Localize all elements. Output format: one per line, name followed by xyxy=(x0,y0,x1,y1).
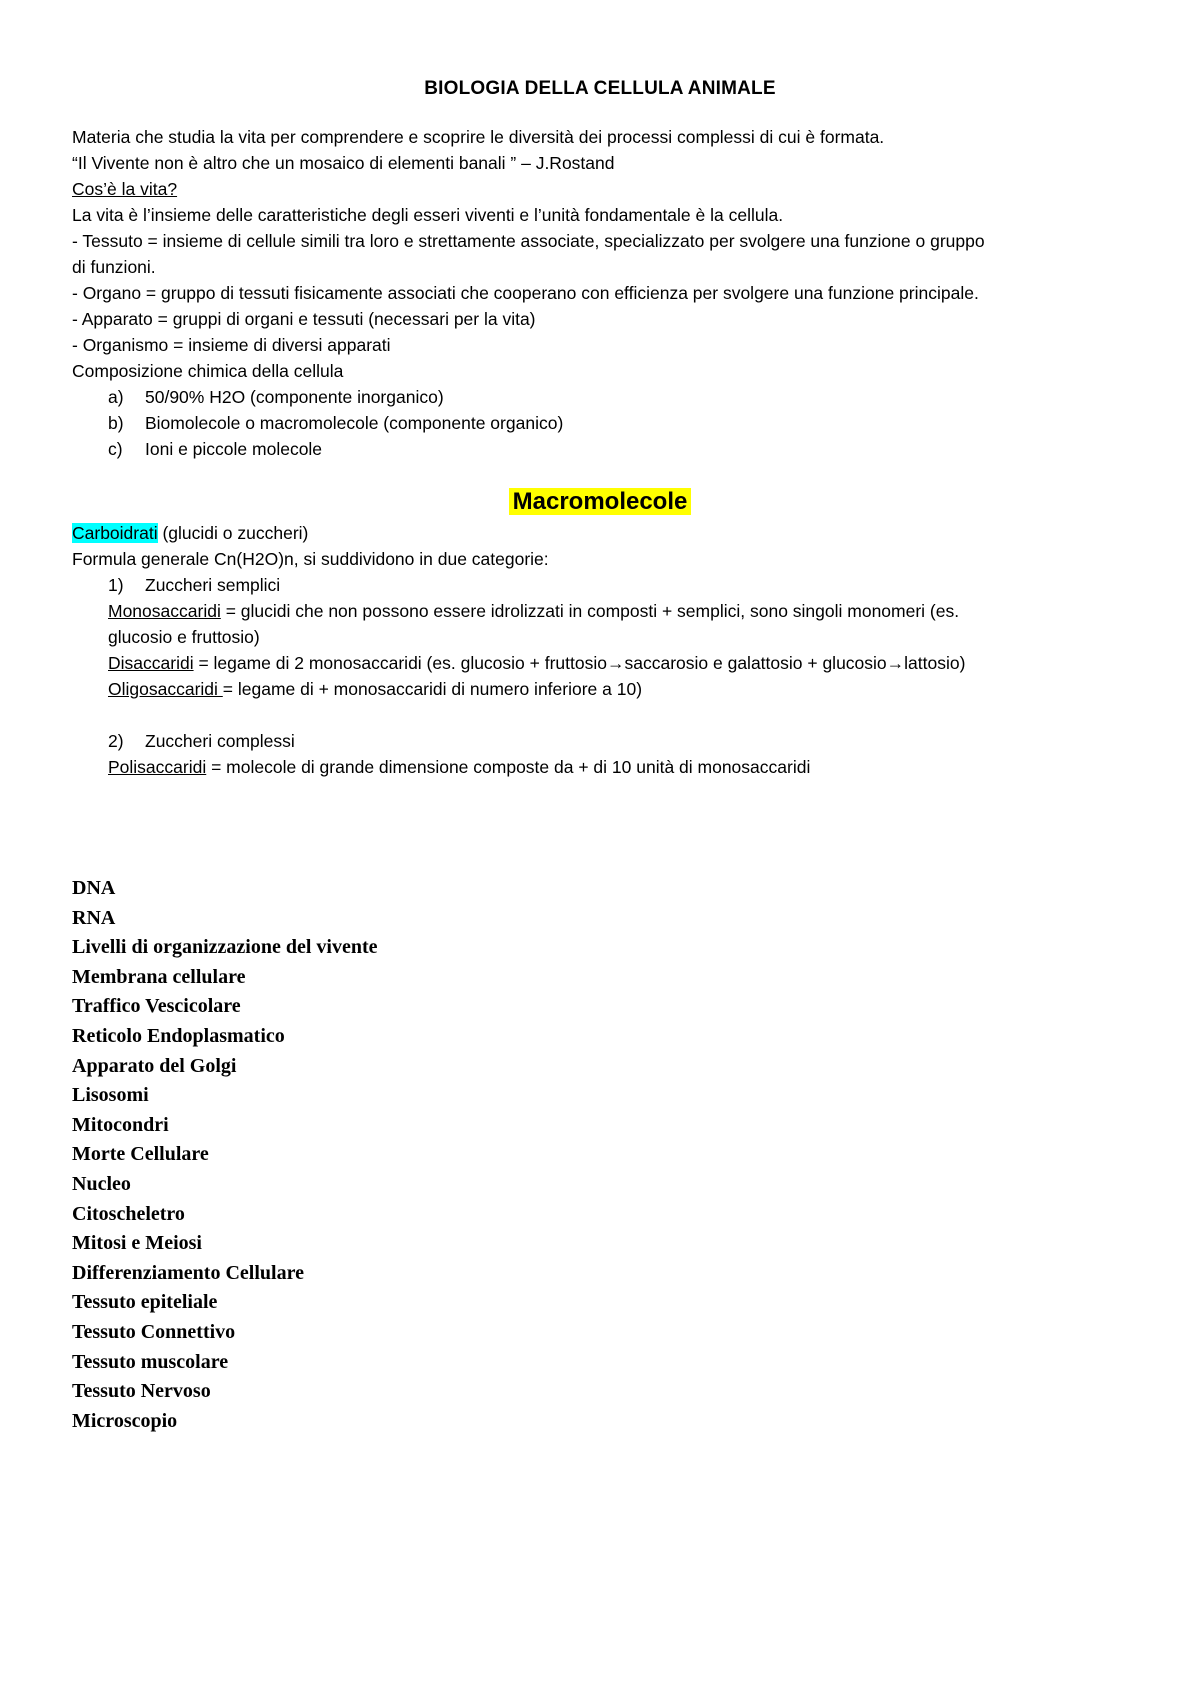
mono-term: Monosaccaridi xyxy=(108,601,221,621)
poli-line xyxy=(108,754,810,781)
apparato-line: - Apparato = gruppi di organi e tessuti (necessari per la vita) xyxy=(72,309,536,329)
category-simple: Zuccheri semplici xyxy=(145,575,281,595)
di-desc-a: = legame di 2 monosaccaridi (es. glucosio + fruttosio xyxy=(193,653,607,673)
oligo-desc: = legame di + monosaccaridi di numero inferiore a 10) xyxy=(222,679,643,699)
page-title: BIOLOGIA DELLA CELLULA ANIMALE xyxy=(424,78,776,99)
carboidrati-desc: (glucidi o zuccheri) xyxy=(157,523,309,543)
organo-line: - Organo = gruppo di tessuti fisicamente associati che cooperano con efficienza per svolgere una funzione principale. xyxy=(72,283,979,303)
carboidrati-line xyxy=(72,520,308,547)
di-line xyxy=(108,650,965,677)
question-heading: Cos’è la vita? xyxy=(72,179,178,199)
composizione-line: Composizione chimica della cellula xyxy=(72,361,344,381)
topic-item: Membrana cellulare xyxy=(72,965,246,988)
topic-item: Tessuto Connettivo xyxy=(72,1320,236,1343)
topic-item: Differenziamento Cellulare xyxy=(72,1261,304,1284)
list-item: Biomolecole o macromolecole (componente organico) xyxy=(145,413,564,433)
topic-item: Tessuto Nervoso xyxy=(72,1380,211,1403)
topic-item: Mitosi e Meiosi xyxy=(72,1232,202,1255)
organismo-line: - Organismo = insieme di diversi apparati xyxy=(72,335,391,355)
arrow-icon: → xyxy=(606,653,625,673)
topic-item: RNA xyxy=(72,906,116,929)
topic-item: Lisosomi xyxy=(72,1084,149,1107)
topic-item: Traffico Vescicolare xyxy=(72,995,241,1018)
list-item: 50/90% H2O (componente inorganico) xyxy=(145,387,444,407)
topic-item: DNA xyxy=(72,877,116,899)
category-label: 2) xyxy=(108,731,124,751)
mono-line-a xyxy=(108,598,959,625)
mono-desc: = glucidi che non possono essere idrolizzati in composti + semplici, sono singoli monomeri (es. xyxy=(220,601,960,621)
list-item-label: b) xyxy=(108,413,124,433)
topic-item: Nucleo xyxy=(72,1172,131,1195)
oligo-line xyxy=(108,676,642,703)
topic-item: Apparato del Golgi xyxy=(72,1054,237,1077)
category-complex: Zuccheri complessi xyxy=(145,731,295,751)
mono-line-b: glucosio e fruttosio) xyxy=(108,627,260,647)
topic-item: Citoscheletro xyxy=(72,1202,185,1225)
topic-item: Livelli di organizzazione del vivente xyxy=(72,936,378,959)
intro-line-3: La vita è l’insieme delle caratteristiche degli esseri viventi e l’unità fondamentale è la cellula. xyxy=(72,205,784,225)
topic-item: Morte Cellulare xyxy=(72,1143,209,1166)
section-heading-text: Macromolecole xyxy=(509,488,692,515)
list-item-label: c) xyxy=(108,439,123,459)
poli-desc: = molecole di grande dimensione composte da + di 10 unità di monosaccaridi xyxy=(206,757,811,777)
topic-item: Reticolo Endoplasmatico xyxy=(72,1024,285,1047)
di-term: Disaccaridi xyxy=(108,653,194,673)
list-item-label: a) xyxy=(108,387,124,407)
formula-line: Formula generale Cn(H2O)n, si suddividono in due categorie: xyxy=(72,549,549,569)
carboidrati-term: Carboidrati xyxy=(72,523,158,543)
tessuto-line-a: - Tessuto = insieme di cellule simili tra loro e strettamente associate, specializzato per svolgere una funzione o gruppo xyxy=(72,231,985,251)
topic-item: Tessuto muscolare xyxy=(72,1350,229,1373)
intro-line-1: Materia che studia la vita per comprendere e scoprire le diversità dei processi complessi di cui è formata. xyxy=(72,127,885,147)
quote-line: “Il Vivente non è altro che un mosaico di elementi banali ” – J.Rostand xyxy=(72,153,615,173)
list-item: Ioni e piccole molecole xyxy=(145,439,323,459)
arrow-icon: → xyxy=(886,653,905,673)
topics-list xyxy=(72,874,378,1436)
di-desc-c: lattosio) xyxy=(904,653,966,673)
di-desc-b: saccarosio e galattosio + glucosio xyxy=(624,653,887,673)
category-label: 1) xyxy=(108,575,124,595)
tessuto-line-b: di funzioni. xyxy=(72,257,156,277)
topic-item: Tessuto epiteliale xyxy=(72,1291,218,1314)
section-heading-macromolecole xyxy=(0,488,1200,516)
oligo-term: Oligosaccaridi xyxy=(108,679,223,699)
topic-item: Microscopio xyxy=(72,1409,178,1432)
poli-term: Polisaccaridi xyxy=(108,757,207,777)
topic-item: Mitocondri xyxy=(72,1113,169,1136)
